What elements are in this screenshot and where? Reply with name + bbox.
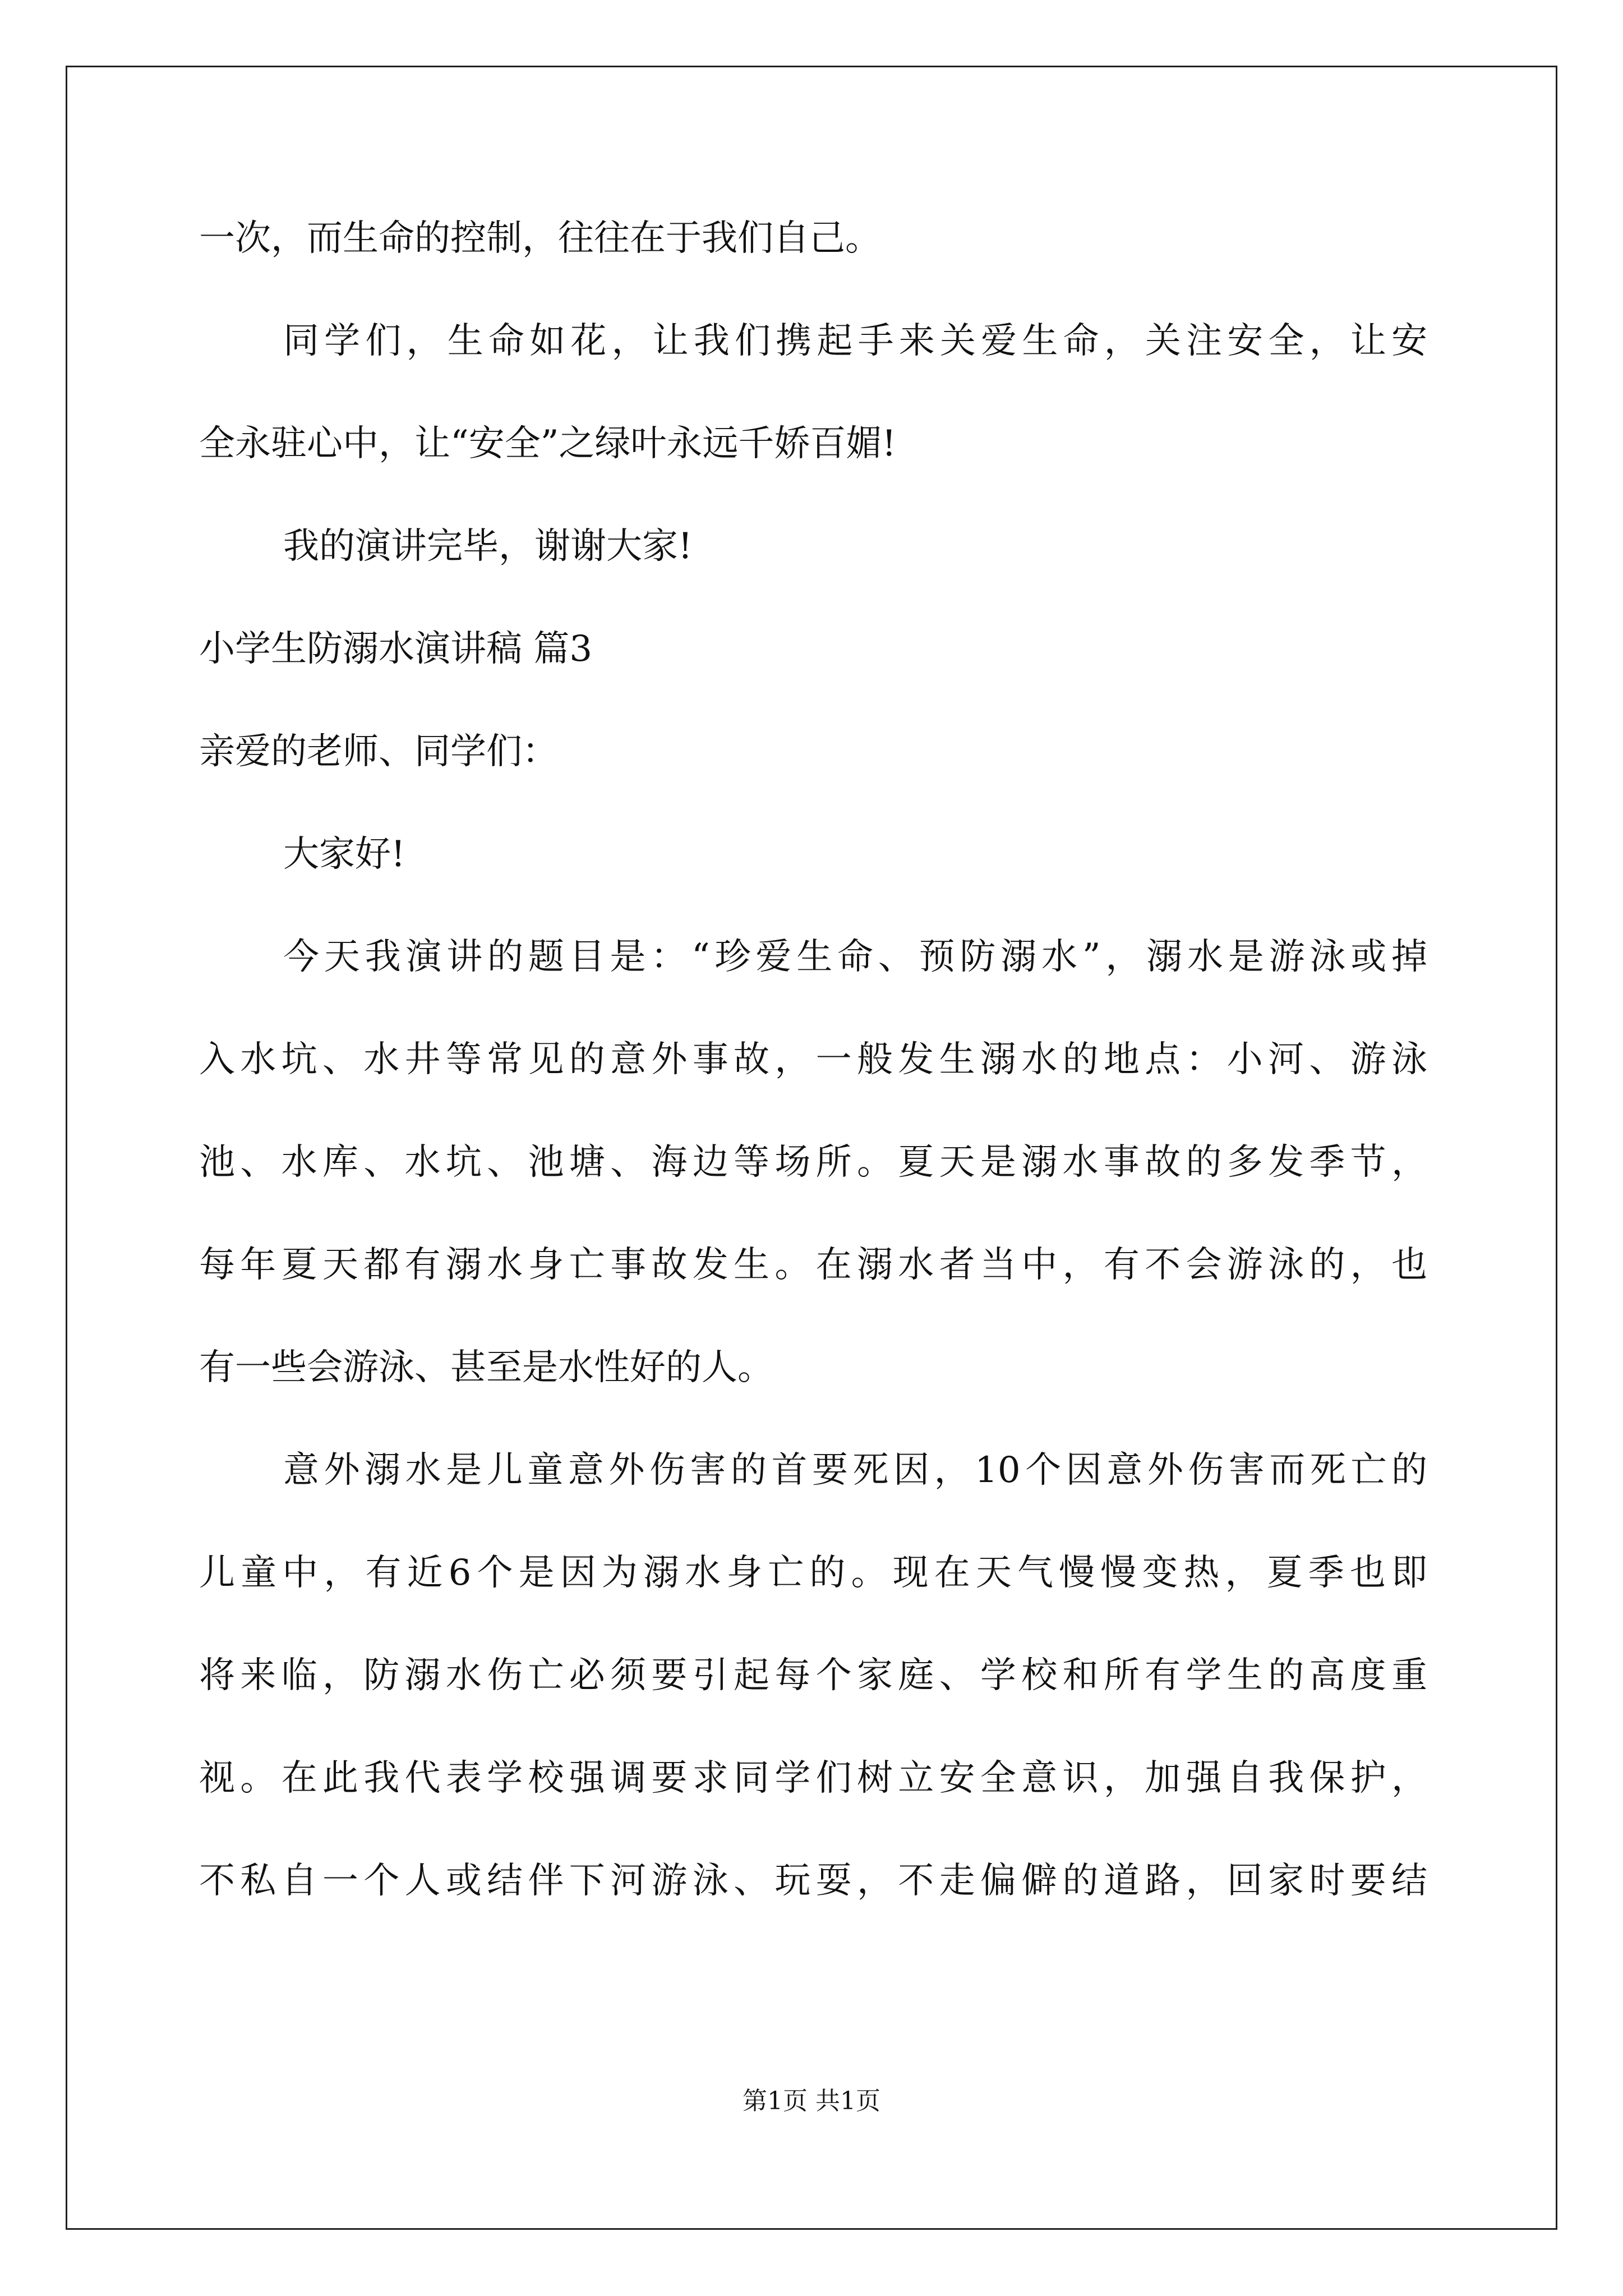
greeting: 大家好! xyxy=(283,834,405,875)
text-line: 池、水库、水坑、池塘、海边等场所。夏天是溺水事故的多发季节， xyxy=(199,1142,1427,1183)
page-footer: 第1页 共1页 xyxy=(743,2087,880,2115)
text-line: 每年夏天都有溺水身亡事故发生。在溺水者当中，有不会游泳的，也 xyxy=(199,1244,1427,1286)
text-line: 不私自一个人或结伴下河游泳、玩耍，不走偏僻的道路，回家时要结 xyxy=(199,1860,1427,1902)
text-line: 有一些会游泳、甚至是水性好的人。 xyxy=(199,1347,773,1388)
salutation: 亲爱的老师、同学们： xyxy=(199,731,558,772)
text-line: 同学们，生命如花，让我们携起手来关爱生命，关注安全，让安 xyxy=(283,320,1427,362)
text-line: 视。在此我代表学校强调要求同学们树立安全意识，加强自我保护， xyxy=(199,1757,1427,1799)
text-line: 我的演讲完毕，谢谢大家! xyxy=(283,526,693,567)
text-line: 今天我演讲的题目是：“珍爱生命、预防溺水”，溺水是游泳或掉 xyxy=(283,936,1427,978)
text-line: 入水坑、水井等常见的意外事故，一般发生溺水的地点：小河、游泳 xyxy=(199,1039,1427,1080)
text-line: 将来临，防溺水伤亡必须要引起每个家庭、学校和所有学生的高度重 xyxy=(199,1655,1427,1696)
text-line: 儿童中，有近6个是因为溺水身亡的。现在天气慢慢变热，夏季也即 xyxy=(199,1552,1427,1594)
text-line: 全永驻心中，让“安全”之绿叶永远千娇百媚! xyxy=(199,423,897,464)
text-line: 意外溺水是儿童意外伤害的首要死因，10个因意外伤害而死亡的 xyxy=(283,1450,1427,1491)
section-heading: 小学生防溺水演讲稿 篇3 xyxy=(199,628,593,670)
text-line: 一次，而生命的控制，往往在于我们自己。 xyxy=(199,218,881,259)
